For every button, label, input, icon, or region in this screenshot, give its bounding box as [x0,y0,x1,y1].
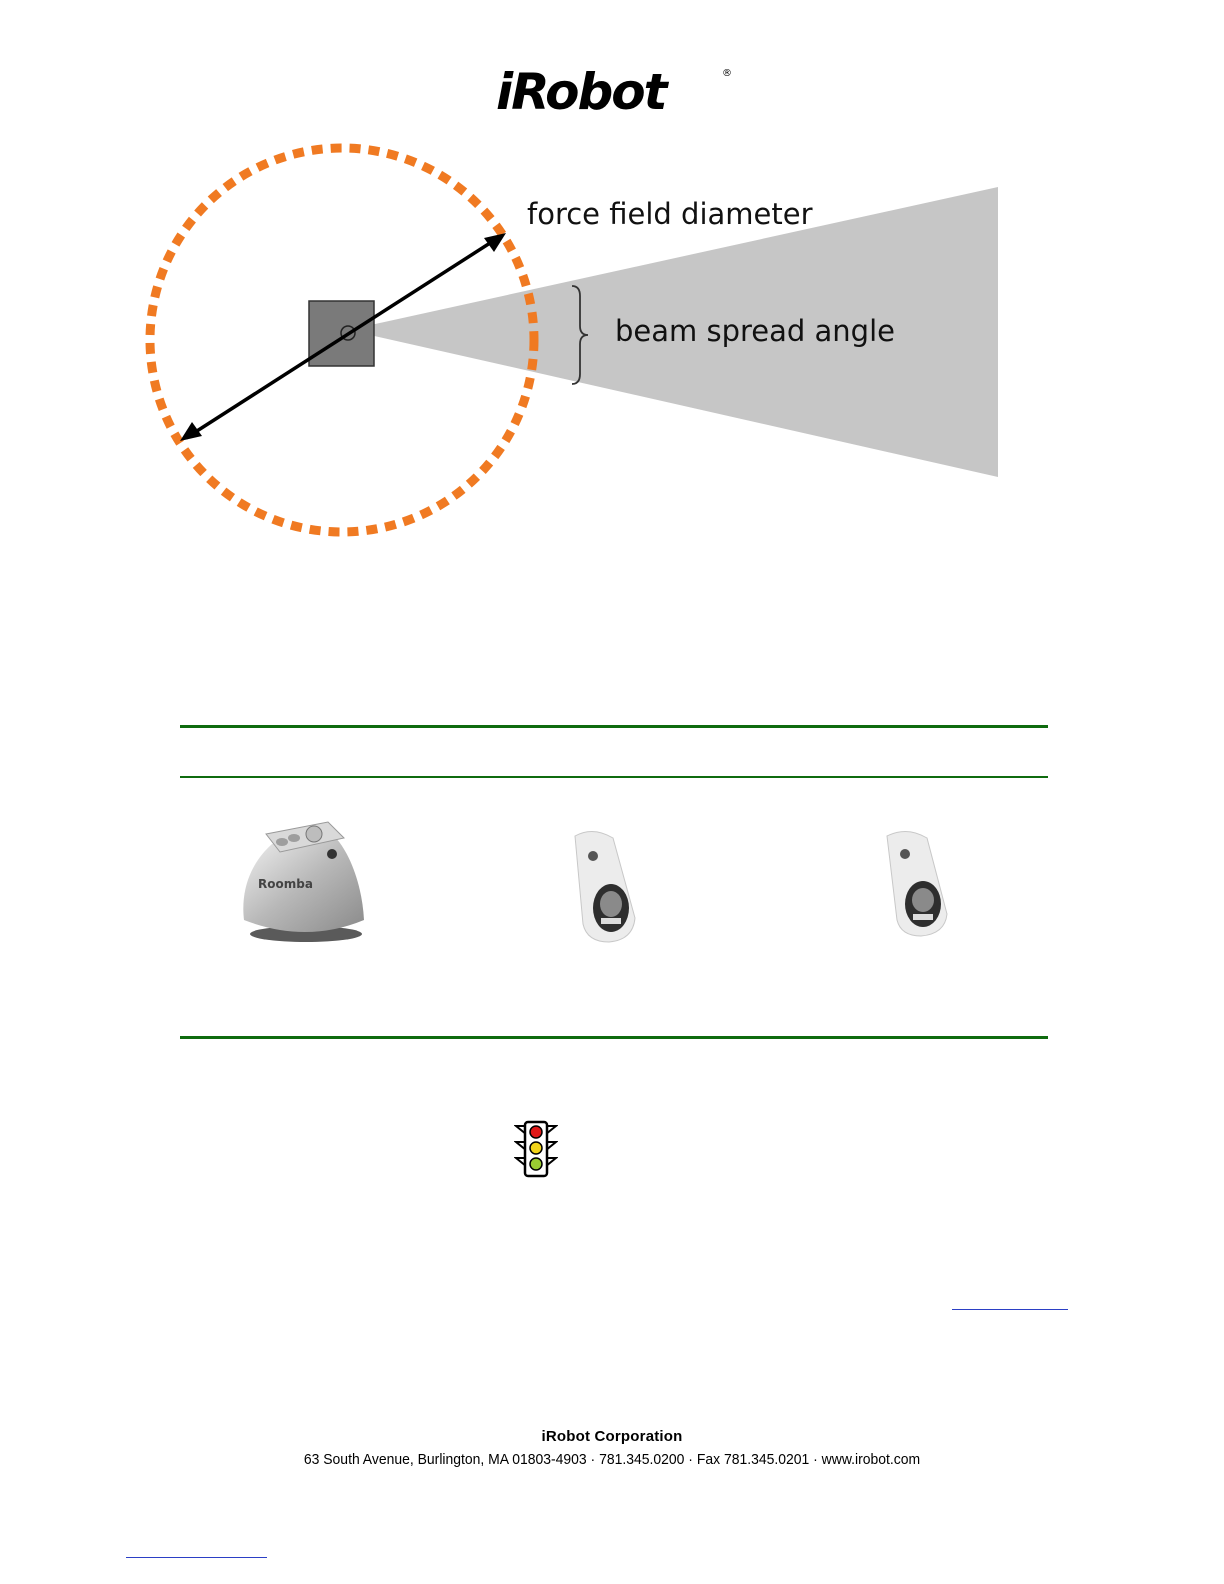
beam-spread-label: beam spread angle [615,314,895,348]
traffic-light-icon [514,1120,558,1178]
virtual-wall-icon-2 [877,828,959,938]
logo-wordmark: iRobot [496,63,666,121]
footer-company: iRobot Corporation [541,1428,683,1445]
link-underline-1[interactable] [952,1309,1068,1310]
arrowhead-bottom [180,422,202,441]
arrowhead-top [484,233,506,252]
table-rule-top [180,725,1048,728]
virtual-wall-icon-1 [563,828,645,946]
footer-address: 63 South Avenue, Burlington, MA 01803-4903 · 781.345.0200 · Fax 781.345.0201 · www.irobot.com [303,1451,921,1468]
registered-mark: ® [722,68,732,79]
force-field-label: force field diameter [527,197,813,231]
table-rule-header [180,776,1048,778]
force-field-diagram [140,140,1010,545]
table-rule-bottom [180,1036,1048,1039]
roomba-home-base-icon [236,816,372,944]
footer [0,1428,1224,1468]
irobot-logo [496,62,736,122]
link-underline-2[interactable] [126,1557,267,1558]
home-base-badge: Roomba [258,877,313,891]
